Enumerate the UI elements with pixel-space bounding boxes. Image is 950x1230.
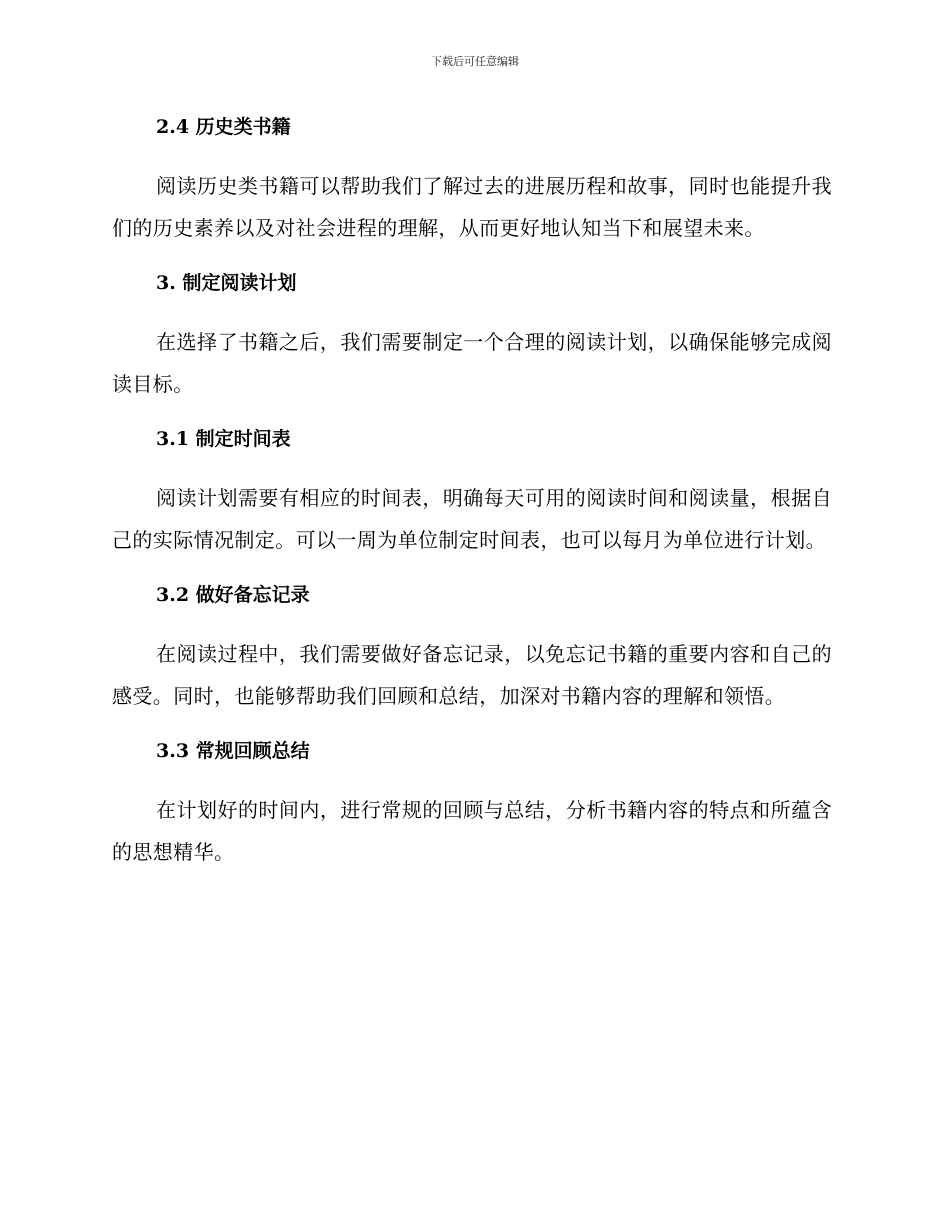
section-heading-3-3: 3.3 常规回顾总结 [156,740,310,762]
section-paragraph-2-4: 阅读历史类书籍可以帮助我们了解过去的进展历程和故事，同时也能提升我们的历史素养以及对社会进程的理解，从而更好地认知当下和展望未来。 [112,174,832,240]
section-paragraph-3-3: 在计划好的时间内，进行常规的回顾与总结，分析书籍内容的特点和所蕴含的思想精华。 [112,798,832,864]
section-paragraph-3: 在选择了书籍之后，我们需要制定一个合理的阅读计划，以确保能够完成阅读目标。 [112,330,832,396]
section-heading-3-1: 3.1 制定时间表 [156,428,291,450]
section-paragraph-3-2: 在阅读过程中，我们需要做好备忘记录，以免忘记书籍的重要内容和自己的感受。同时，也能够帮助我们回顾和总结，加深对书籍内容的理解和领悟。 [112,642,832,708]
header-note: 下载后可任意编辑 [431,55,519,68]
document-body [112,110,832,873]
section-paragraph-3-1: 阅读计划需要有相应的时间表，明确每天可用的阅读时间和阅读量，根据自己的实际情况制定。可以一周为单位制定时间表，也可以每月为单位进行计划。 [112,486,832,552]
section-heading-3-2: 3.2 做好备忘记录 [156,584,310,606]
section-heading-2-4: 2.4 历史类书籍 [156,116,291,138]
section-heading-3: 3. 制定阅读计划 [156,272,297,294]
